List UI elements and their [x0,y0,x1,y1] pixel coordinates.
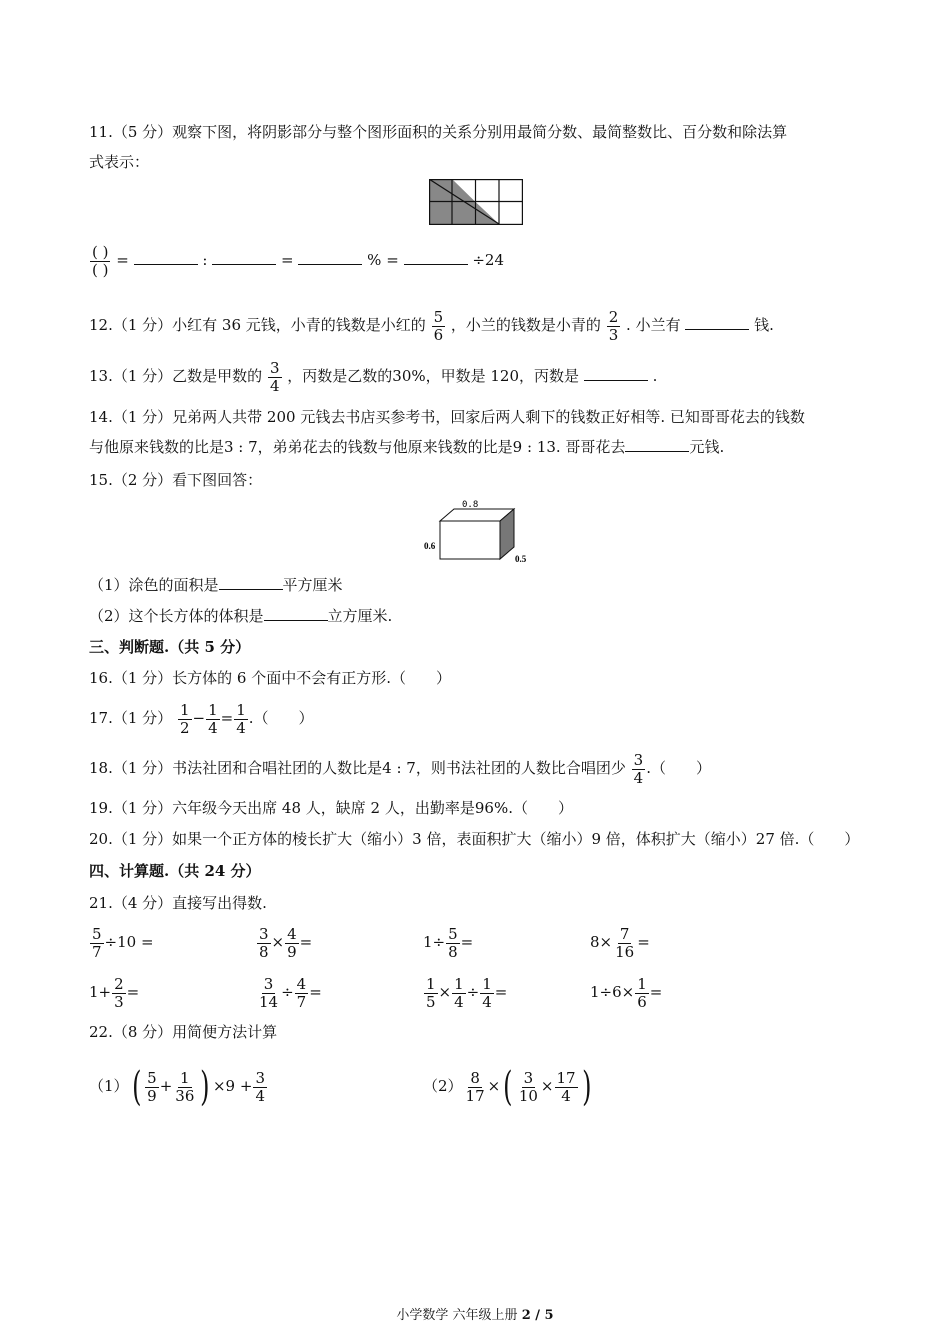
answer-blank[interactable] [584,366,648,381]
section-4-heading: 四、计算题.（共 24 分） [89,862,261,880]
q14-text: 与他原来钱数的比是3 : 7，弟弟花去的钱数与他原来钱数的比是9 : 13. 哥哥花去 [89,438,626,456]
answer-blank[interactable] [264,606,328,621]
q13 [89,356,657,396]
answer-blank[interactable] [134,250,198,265]
q13-text: 13.（1 分）乙数是甲数的 [89,367,263,385]
equals-sign: = [281,251,294,269]
q21-item-2: $\frac{3}{8}$ × $\frac{4}{9}$ = [259,924,313,961]
q12 [89,305,774,345]
fraction-5-6: $\frac{5}{6}$ [433,307,444,344]
answer-blank[interactable] [685,315,749,330]
q13-period: . [652,367,658,385]
shade-e [475,202,499,225]
q21-item-7: $\frac{1}{5}$ × $\frac{1}{4}$ ÷ $\frac{1}{4}$ = [426,974,508,1011]
q19: 19.（1 分）六年级今天出席 48 人，缺席 2 人，出勤率是96%.（ ） [89,799,573,817]
q20: 20.（1 分）如果一个正方体的棱长扩大（缩小）3 倍，表面积扩大（缩小）9 倍，体积扩大（缩小）27 倍.（ ） [89,830,860,848]
cuboid-front-face [440,521,500,559]
q14-line2 [89,437,724,457]
fraction-denominator: ( ) [92,260,109,279]
shade-a [429,179,452,202]
answer-blank[interactable] [298,250,362,265]
q21-item-4: 8× $\frac{7}{16}$ = [590,924,650,961]
q21-item-3: 1÷ $\frac{5}{8}$ = [423,924,474,961]
colon-sign: : [202,251,208,269]
page-number: 2 / 5 [521,1308,554,1323]
answer-blank[interactable] [219,575,283,590]
percent-sign: % = [367,251,399,269]
q11-grid-figure [429,179,523,225]
q21-item-5: 1+ $\frac{2}{3}$ = [89,974,140,1011]
q12-text-unit: 钱. [754,316,774,334]
q11-blank-fraction[interactable] [90,244,110,279]
q22-part1: （1）( $\frac{5}{9}$ + $\frac{1}{36}$ ) ×9 + $\frac{3}{4}$ [89,1064,265,1110]
q15-title: 15.（2 分）看下图回答： [89,471,263,489]
answer-blank[interactable] [625,437,689,452]
shade-b [429,202,452,224]
q15-sub2: （2）这个长方体的体积是 立方厘米. [89,607,393,625]
q21-item-8: 1÷6× $\frac{1}{6}$ = [590,974,663,1011]
page-footer [0,1304,950,1323]
fraction-2-3: $\frac{2}{3}$ [608,307,619,344]
q15-sub1: （1）涂色的面积是 平方厘米 [89,576,343,594]
q16: 16.（1 分）长方体的 6 个面中不会有正方形.（ ） [89,669,452,687]
q22-title: 22.（8 分）用简便方法计算 [89,1023,278,1041]
dim-top-label: 0.8 [462,500,479,510]
q11-line1: 11.（5 分）观察下图，将阴影部分与整个图形面积的关系分别用最简分数、最简整数比、百分数和除法算 [89,123,788,141]
q11-answer-row [89,240,504,280]
q21-item-6: $\frac{3}{14}$ ÷ $\frac{4}{7}$ = [259,974,322,1011]
shade-d [452,179,475,202]
q13-text-rest: ，丙数是乙数的30%，甲数是 120，丙数是 [287,367,580,385]
q22-part2: （2） $\frac{8}{17}$ ×( $\frac{3}{10}$ × $\frac{17}{4}$ ) [423,1064,592,1110]
dim-left-label: 0.6 [424,541,436,551]
q11-line2: 式表示： [89,153,150,171]
fraction-3-4: $\frac{3}{4}$ [269,358,280,395]
q12-text-mid: ，小兰的钱数是小青的 [450,316,601,334]
equals-sign: = [116,251,129,269]
footer-label: 小学数学 六年级上册 [396,1308,518,1323]
q12-text-end: . 小兰有 [626,316,681,334]
q21-item-1: $\frac{5}{7}$ ÷10 = [92,924,154,961]
answer-blank[interactable] [404,250,468,265]
fraction-numerator: ( ) [92,242,109,261]
q17: 17.（1 分） $\frac{1}{2}$ − $\frac{1}{4}$ = $\frac{1}{4}$ .（ ） [89,700,314,737]
q21-title: 21.（4 分）直接写出得数. [89,894,267,912]
divide-24: ÷24 [472,251,504,269]
section-3-heading: 三、判断题.（共 5 分） [89,638,251,656]
answer-blank[interactable] [212,250,276,265]
q12-text: 12.（1 分）小红有 36 元钱，小青的钱数是小红的 [89,316,426,334]
dim-right-label: 0.5 [515,554,527,564]
shade-c [452,202,475,224]
cuboid-figure [420,496,540,568]
q14-unit: 元钱. [689,438,725,456]
q18: 18.（1 分）书法社团和合唱社团的人数比是4 : 7，则书法社团的人数比合唱团少 $\frac{3}{4}$ .（ ） [89,750,711,787]
q14-line1: 14.（1 分）兄弟两人共带 200 元钱去书店买参考书，回家后两人剩下的钱数正好相等. 已知哥哥花去的钱数 [89,408,805,426]
